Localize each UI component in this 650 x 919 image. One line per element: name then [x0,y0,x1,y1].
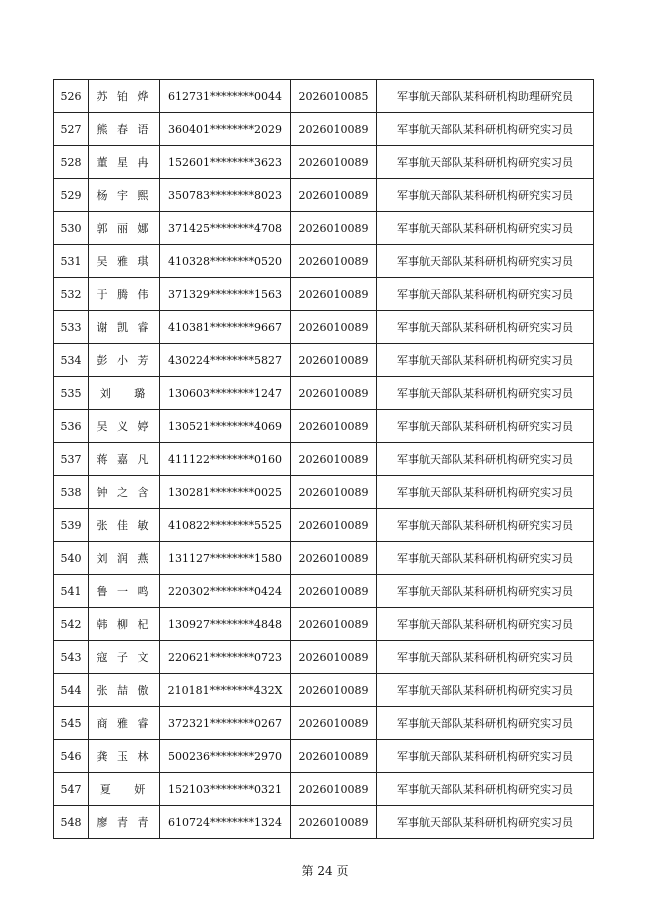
table-row [54,806,594,839]
table-row [54,608,594,641]
position-title-cell: 军事航天部队某科研机构研究实习员 [377,476,594,509]
table-row [54,674,594,707]
table-row [54,377,594,410]
name-cell: 廖 青 青 [89,806,160,839]
row-number-cell: 536 [54,410,89,443]
position-title-cell: 军事航天部队某科研机构研究实习员 [377,278,594,311]
table-row [54,641,594,674]
position-title-cell: 军事航天部队某科研机构研究实习员 [377,674,594,707]
row-number-cell: 537 [54,443,89,476]
name-cell: 吴 雅 琪 [89,245,160,278]
name-cell: 董 星 冉 [89,146,160,179]
position-code-cell: 2026010089 [291,509,377,542]
id-number-cell: 130927********4848 [160,608,291,641]
position-code-cell: 2026010085 [291,80,377,113]
id-number-cell: 612731********0044 [160,80,291,113]
roster-table-body [54,80,594,839]
id-number-cell: 410328********0520 [160,245,291,278]
name-cell: 刘 润 燕 [89,542,160,575]
position-code-cell: 2026010089 [291,344,377,377]
row-number-cell: 540 [54,542,89,575]
table-row [54,707,594,740]
id-number-cell: 220302********0424 [160,575,291,608]
position-title-cell: 军事航天部队某科研机构研究实习员 [377,212,594,245]
table-row [54,773,594,806]
row-number-cell: 535 [54,377,89,410]
position-title-cell: 军事航天部队某科研机构研究实习员 [377,146,594,179]
table-row [54,278,594,311]
id-number-cell: 130281********0025 [160,476,291,509]
name-cell: 韩 柳 杞 [89,608,160,641]
name-cell: 郭 丽 娜 [89,212,160,245]
row-number-cell: 548 [54,806,89,839]
id-number-cell: 372321********0267 [160,707,291,740]
row-number-cell: 532 [54,278,89,311]
table-row [54,575,594,608]
row-number-cell: 529 [54,179,89,212]
position-title-cell: 军事航天部队某科研机构研究实习员 [377,509,594,542]
name-cell: 鲁 一 鸣 [89,575,160,608]
table-row [54,509,594,542]
position-code-cell: 2026010089 [291,245,377,278]
name-cell: 谢 凯 睿 [89,311,160,344]
position-code-cell: 2026010089 [291,773,377,806]
id-number-cell: 210181********432X [160,674,291,707]
row-number-cell: 541 [54,575,89,608]
row-number-cell: 538 [54,476,89,509]
position-code-cell: 2026010089 [291,146,377,179]
row-number-cell: 543 [54,641,89,674]
id-number-cell: 350783********8023 [160,179,291,212]
row-number-cell: 544 [54,674,89,707]
id-number-cell: 220621********0723 [160,641,291,674]
position-title-cell: 军事航天部队某科研机构研究实习员 [377,773,594,806]
table-row [54,311,594,344]
row-number-cell: 527 [54,113,89,146]
position-code-cell: 2026010089 [291,806,377,839]
name-cell: 杨 宇 熙 [89,179,160,212]
table-row [54,443,594,476]
position-code-cell: 2026010089 [291,410,377,443]
name-cell: 龚 玉 林 [89,740,160,773]
position-title-cell: 军事航天部队某科研机构研究实习员 [377,443,594,476]
id-number-cell: 131127********1580 [160,542,291,575]
id-number-cell: 411122********0160 [160,443,291,476]
name-cell: 寇 子 文 [89,641,160,674]
id-number-cell: 360401********2029 [160,113,291,146]
id-number-cell: 371329********1563 [160,278,291,311]
name-cell: 苏 铂 烨 [89,80,160,113]
position-code-cell: 2026010089 [291,278,377,311]
position-title-cell: 军事航天部队某科研机构研究实习员 [377,410,594,443]
table-row [54,476,594,509]
table-row [54,344,594,377]
row-number-cell: 546 [54,740,89,773]
table-row [54,245,594,278]
table-row [54,740,594,773]
table-row [54,212,594,245]
table-row [54,179,594,212]
position-title-cell: 军事航天部队某科研机构研究实习员 [377,311,594,344]
page-number: 第 24 页 [301,864,349,878]
position-title-cell: 军事航天部队某科研机构研究实习员 [377,179,594,212]
position-title-cell: 军事航天部队某科研机构研究实习员 [377,740,594,773]
position-title-cell: 军事航天部队某科研机构研究实习员 [377,707,594,740]
position-code-cell: 2026010089 [291,377,377,410]
position-title-cell: 军事航天部队某科研机构研究实习员 [377,641,594,674]
row-number-cell: 542 [54,608,89,641]
id-number-cell: 500236********2970 [160,740,291,773]
name-cell: 刘 璐 [89,377,160,410]
row-number-cell: 530 [54,212,89,245]
position-code-cell: 2026010089 [291,311,377,344]
position-code-cell: 2026010089 [291,641,377,674]
name-cell: 张 佳 敏 [89,509,160,542]
id-number-cell: 410822********5525 [160,509,291,542]
id-number-cell: 610724********1324 [160,806,291,839]
id-number-cell: 152601********3623 [160,146,291,179]
name-cell: 于 腾 伟 [89,278,160,311]
position-code-cell: 2026010089 [291,179,377,212]
table-row [54,146,594,179]
position-title-cell: 军事航天部队某科研机构研究实习员 [377,806,594,839]
table-row [54,542,594,575]
row-number-cell: 545 [54,707,89,740]
position-code-cell: 2026010089 [291,740,377,773]
position-title-cell: 军事航天部队某科研机构研究实习员 [377,608,594,641]
name-cell: 商 雅 睿 [89,707,160,740]
position-title-cell: 军事航天部队某科研机构研究实习员 [377,575,594,608]
position-code-cell: 2026010089 [291,575,377,608]
id-number-cell: 410381********9667 [160,311,291,344]
position-title-cell: 军事航天部队某科研机构研究实习员 [377,542,594,575]
name-cell: 张 喆 傲 [89,674,160,707]
row-number-cell: 528 [54,146,89,179]
position-title-cell: 军事航天部队某科研机构研究实习员 [377,245,594,278]
position-code-cell: 2026010089 [291,113,377,146]
name-cell: 吴 义 婷 [89,410,160,443]
table-row [54,410,594,443]
name-cell: 夏 妍 [89,773,160,806]
id-number-cell: 130521********4069 [160,410,291,443]
id-number-cell: 371425********4708 [160,212,291,245]
id-number-cell: 152103********0321 [160,773,291,806]
id-number-cell: 130603********1247 [160,377,291,410]
position-title-cell: 军事航天部队某科研机构研究实习员 [377,344,594,377]
row-number-cell: 547 [54,773,89,806]
row-number-cell: 526 [54,80,89,113]
row-number-cell: 534 [54,344,89,377]
position-code-cell: 2026010089 [291,674,377,707]
id-number-cell: 430224********5827 [160,344,291,377]
position-title-cell: 军事航天部队某科研机构研究实习员 [377,377,594,410]
name-cell: 熊 春 语 [89,113,160,146]
position-code-cell: 2026010089 [291,443,377,476]
table-row [54,80,594,113]
roster-table [53,79,594,839]
position-title-cell: 军事航天部队某科研机构助理研究员 [377,80,594,113]
position-code-cell: 2026010089 [291,476,377,509]
name-cell: 钟 之 含 [89,476,160,509]
name-cell: 彭 小 芳 [89,344,160,377]
roster-table-container [53,79,593,839]
table-row [54,113,594,146]
row-number-cell: 531 [54,245,89,278]
position-code-cell: 2026010089 [291,212,377,245]
position-code-cell: 2026010089 [291,542,377,575]
row-number-cell: 533 [54,311,89,344]
row-number-cell: 539 [54,509,89,542]
position-code-cell: 2026010089 [291,707,377,740]
position-code-cell: 2026010089 [291,608,377,641]
position-title-cell: 军事航天部队某科研机构研究实习员 [377,113,594,146]
name-cell: 蒋 嘉 凡 [89,443,160,476]
